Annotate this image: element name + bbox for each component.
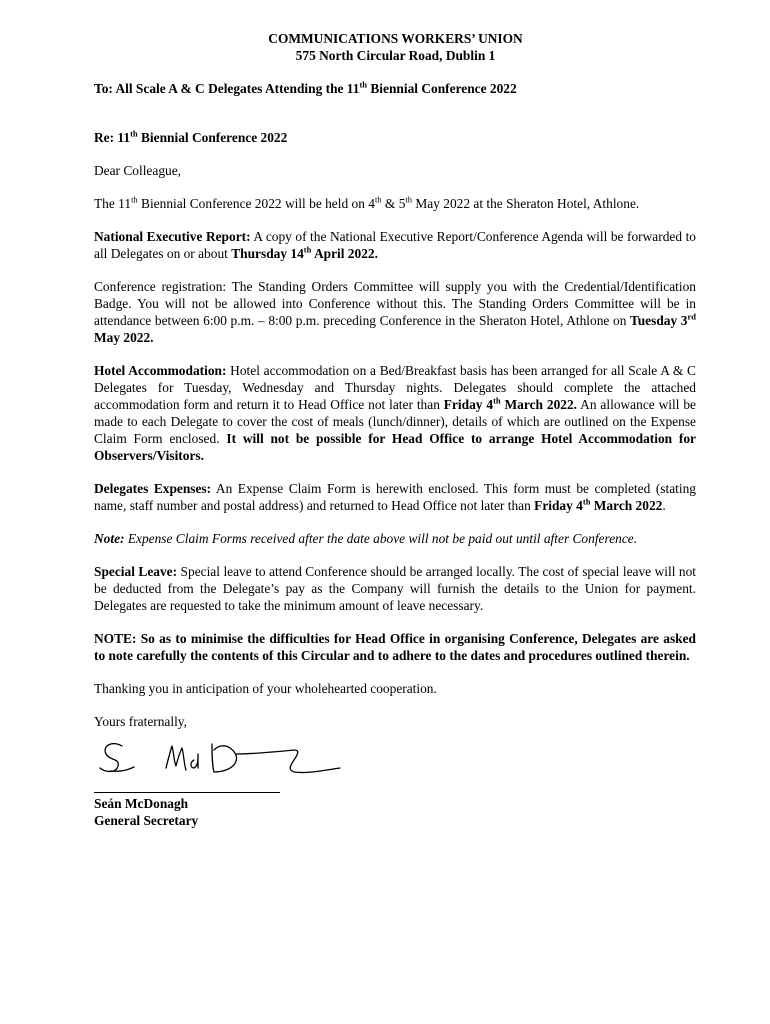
letterhead (95, 30, 696, 64)
signature-line (94, 792, 280, 793)
note-italic-label: Note: (94, 531, 125, 546)
org-address: 575 North Circular Road, Dublin 1 (295, 48, 496, 63)
hotel-paragraph: Hotel Accommodation: Hotel accommodation on a Bed/Breakfast basis has been arranged for all Scale A & C Delegates for Tuesday, Wednesday and Thursday nights. Delegates should complete the attached accommodation form and return it to Head Office not later than Friday 4th March 2022. An allowance will be made to each Delegate to cover the cost of meals (lunch/dinner), details of which are outlined on the Expense Claim Form enclosed. It will not be possible for Head Office to arrange Hotel Accommodation for Observers/Visitors. (94, 363, 696, 463)
note-bold-paragraph: NOTE: So as to minimise the difficulties for Head Office in organising Conference, Delegates are asked to note carefully the contents of this Circular and to adhere to the dates and procedures outlined therein. (94, 631, 696, 663)
hotel-label: Hotel Accommodation: (94, 363, 227, 378)
salutation: Dear Colleague, (94, 163, 181, 178)
closing-line: Yours fraternally, (94, 714, 187, 729)
expenses-paragraph: Delegates Expenses: An Expense Claim Form is herewith enclosed. This form must be completed (stating name, staff number and postal address) and returned to Head Office not later than Friday 4th March 2022. (94, 481, 696, 513)
thanks-line: Thanking you in anticipation of your wholehearted cooperation. (94, 681, 437, 696)
expenses-date: Friday 4th March 2022 (534, 496, 663, 513)
expenses-label: Delegates Expenses: (94, 481, 212, 496)
national-report-date: Thursday 14th April 2022. (231, 244, 378, 261)
org-name: COMMUNICATIONS WORKERS’ UNION (268, 31, 523, 46)
hotel-bold-end: It will not be possible for Head Office to arrange Hotel Accommodation for Observers/Visitors. (94, 431, 696, 463)
signatory-name: Seán McDonagh (94, 796, 189, 811)
special-leave-paragraph: Special Leave: Special leave to attend Conference should be arranged locally. The cost of special leave will not be deducted from the Delegate’s pay as the Company will furnish the details to the Union for payment. Delegates are requested to take the minimum amount of leave necessary. (94, 564, 696, 613)
national-report-paragraph: National Executive Report: A copy of the National Executive Report/Conference Agenda will be forwarded to all Delegates on or about Thursday 14th April 2022. (94, 229, 696, 261)
intro-paragraph: The 11th Biennial Conference 2022 will be held on 4th & 5th May 2022 at the Sheraton Hotel, Athlone. (94, 194, 640, 211)
signatory-title: General Secretary (94, 813, 199, 828)
re-line: Re: 11th Biennial Conference 2022 (94, 128, 288, 145)
to-line: To: All Scale A & C Delegates Attending the 11th Biennial Conference 2022 (94, 79, 517, 96)
note-italic-paragraph: Note: Expense Claim Forms received after the date above will not be paid out until after Conference. (94, 531, 638, 546)
registration-paragraph: Conference registration: The Standing Orders Committee will supply you with the Credential/Identification Badge. You will not be allowed into Conference without this. The Standing Orders Committee will be in attendance between 6:00 p.m. – 8:00 p.m. preceding Conference in the Sheraton Hotel, Athlone on Tuesday 3rd May 2022. (94, 279, 696, 345)
national-report-label: National Executive Report: (94, 229, 251, 244)
registration-date: Tuesday 3rd May 2022. (94, 311, 696, 345)
handwritten-signature (94, 734, 354, 790)
letter-page (94, 30, 696, 829)
hotel-date: Friday 4th March 2022. (443, 395, 577, 412)
special-leave-label: Special Leave: (94, 564, 178, 579)
